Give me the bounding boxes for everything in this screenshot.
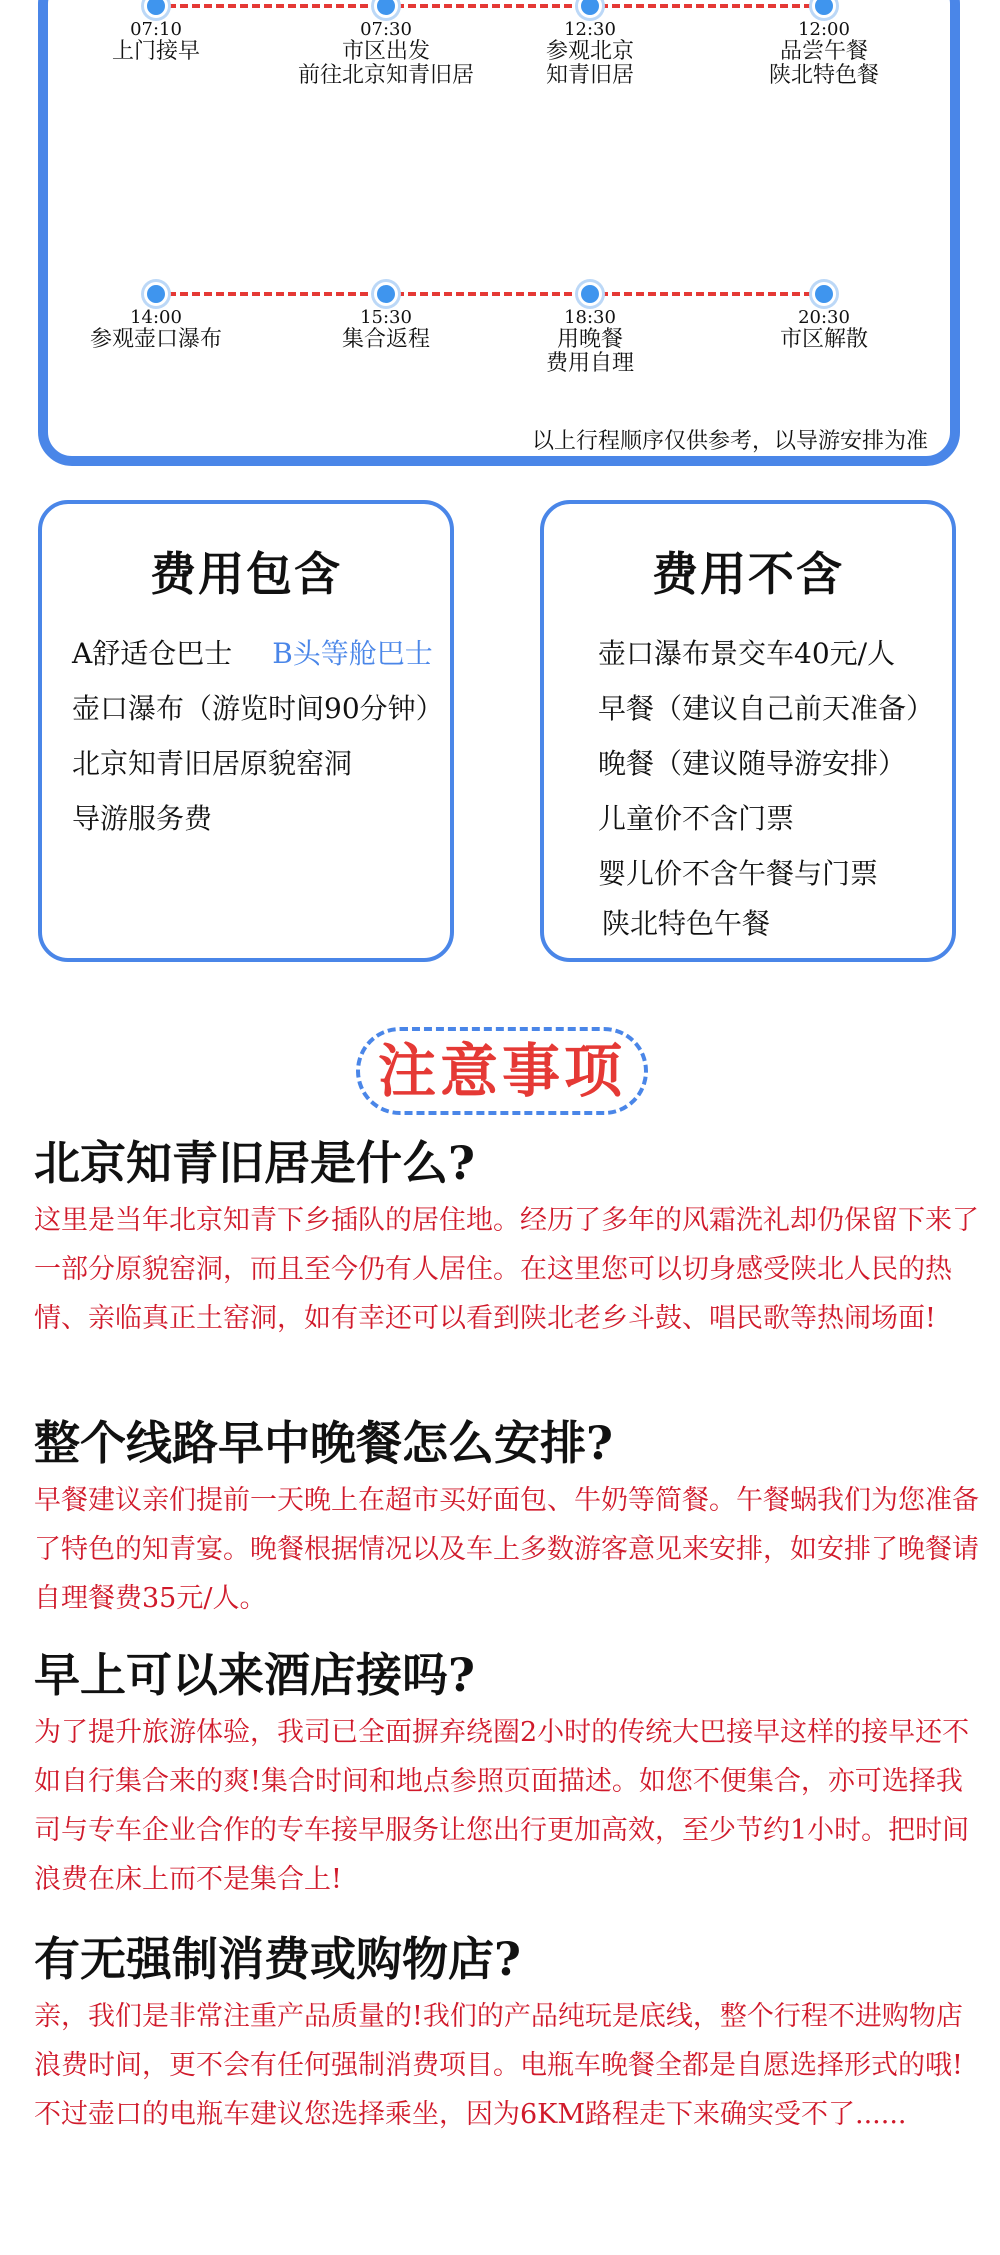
fees-excluded-title: 费用不含: [652, 547, 844, 601]
list-item: 儿童价不含门票: [598, 802, 795, 835]
bus-option-b: B头等舱巴士: [272, 637, 433, 670]
faq-item: [34, 1134, 984, 1343]
list-item: 晚餐（建议随导游安排）: [598, 747, 907, 780]
timeline-row-2: [0, 282, 1000, 402]
fees-included-box: [38, 500, 454, 962]
stop-label: 用晚餐 费用自理: [545, 327, 634, 376]
stop-label: 参观北京 知青旧居: [545, 39, 634, 88]
timeline-stop: [36, 282, 276, 352]
timeline-dot-icon: [578, 0, 602, 18]
faq-item: [34, 1930, 984, 2139]
stop-time: 18:30: [564, 307, 616, 328]
stop-time: 15:30: [360, 307, 412, 328]
stop-label: 上门接早: [111, 39, 200, 64]
notice-title: 注意事项: [377, 1037, 626, 1105]
timeline-stop: [36, 0, 276, 64]
timeline-stop: [704, 282, 944, 352]
stop-time: 07:10: [130, 19, 182, 40]
faq-answer: 亲，我们是非常注重产品质量的!我们的产品纯玩是底线，整个行程不进购物店浪费时间，更不会有任何强制消费项目。电瓶车晚餐全都是自愿选择形式的哦!不过壶口的电瓶车建议您选择乘坐，因为6KM路程走下来确实受不了......: [34, 2001, 963, 2130]
fees-included-list: [72, 634, 444, 854]
faq-question: 早上可以来酒店接吗?: [34, 1648, 475, 1702]
faq-answer: 为了提升旅游体验，我司已全面摒弃绕圈2小时的传统大巴接早这样的接早还不如自行集合来的爽!集合时间和地点参照页面描述。如您不便集合，亦可选择我司与专车企业合作的专车接早服务让您出行更加高效，至少节约1小时。把时间浪费在床上而不是集合上!: [34, 1717, 970, 1895]
timeline-dot-icon: [812, 0, 836, 18]
timeline-dot-icon: [374, 0, 398, 18]
faq-question: 北京知青旧居是什么?: [34, 1136, 475, 1190]
faq-answer: 这里是当年北京知青下乡插队的居住地。经历了多年的风霜洗礼却仍保留下来了一部分原貌窑洞，而且至今仍有人居住。在这里您可以切身感受陕北人民的热情、亲临真正土窑洞，如有幸还可以看到陕北老乡斗鼓、唱民歌等热闹场面!: [34, 1205, 979, 1334]
timeline-dot-icon: [144, 282, 168, 306]
list-item: 婴儿价不含午餐与门票: [598, 857, 879, 890]
faq-item: [34, 1646, 984, 1904]
stop-time: 12:30: [564, 19, 616, 40]
list-item: 陕北特色午餐: [602, 907, 771, 940]
stop-label: 参观壶口瀑布: [89, 327, 222, 352]
faq-question: 整个线路早中晚餐怎么安排?: [34, 1416, 613, 1470]
timeline-stop: [470, 282, 710, 376]
stop-time: 14:00: [130, 307, 182, 328]
faq-question: 有无强制消费或购物店?: [34, 1932, 521, 1986]
timeline-dot-icon: [578, 282, 602, 306]
timeline-row-1: [0, 0, 1000, 114]
list-item: [72, 634, 444, 689]
stop-label: 市区解散: [779, 327, 868, 352]
notice-title-frame: [356, 1027, 648, 1115]
timeline-dot-icon: [144, 0, 168, 18]
list-item: 壶口瀑布景交车40元/人: [598, 637, 896, 670]
timeline-stop: [470, 0, 710, 88]
stop-time: 12:00: [798, 19, 850, 40]
bus-option-a: A舒适仓巴士: [72, 637, 233, 670]
list-item: 导游服务费: [72, 802, 213, 835]
list-item: 壶口瀑布（游览时间90分钟）: [72, 692, 444, 725]
timeline-dot-icon: [812, 282, 836, 306]
timeline-stop: [704, 0, 944, 88]
stop-time: 07:30: [360, 19, 412, 40]
fees-excluded-list: [598, 634, 934, 964]
fees-included-title: 费用包含: [150, 547, 342, 601]
stop-label: 集合返程: [341, 327, 430, 352]
itinerary-note: 以上行程顺序仅供参考，以导游安排为准: [531, 429, 928, 454]
stop-label: 市区出发 前往北京知青旧居: [297, 39, 474, 88]
faq-answer: 早餐建议亲们提前一天晚上在超市买好面包、牛奶等简餐。午餐蜗我们为您准备了特色的知青宴。晚餐根据情况以及车上多数游客意见来安排，如安排了晚餐请自理餐费35元/人。: [34, 1485, 979, 1614]
list-item: 早餐（建议自己前天准备）: [598, 692, 935, 725]
faq-item: [34, 1414, 984, 1623]
fees-excluded-box: [540, 500, 956, 962]
stop-label: 品尝午餐 陕北特色餐: [768, 39, 879, 88]
list-item: 北京知青旧居原貌窑洞: [72, 747, 353, 780]
stop-time: 20:30: [798, 307, 850, 328]
timeline-dot-icon: [374, 282, 398, 306]
